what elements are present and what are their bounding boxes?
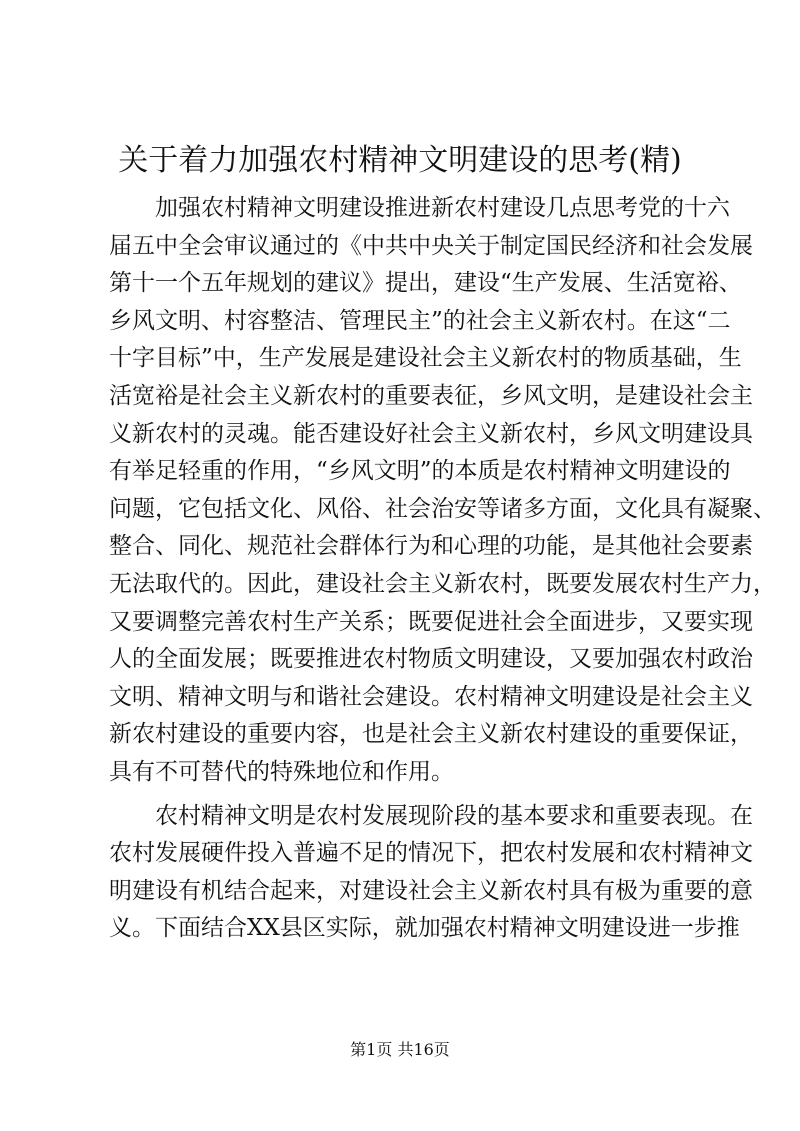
- text-line: 活宽裕是社会主义新农村的重要表征，乡风文明，是建设社会主: [109, 382, 753, 409]
- paragraph-1: [109, 190, 776, 792]
- document-body: [109, 190, 776, 948]
- text-line: 第十一个五年规划的建议》提出，建设“生产发展、生活宽裕、: [109, 270, 742, 297]
- text-line: 文明、精神文明与和谐社会建设。农村精神文明建设是社会主义: [109, 683, 753, 710]
- text-line: 整合、同化、规范社会群体行为和心理的功能，是其他社会要素: [109, 533, 753, 560]
- text-line: 义。下面结合XX县区实际，就加强农村精神文明建设进一步推: [109, 915, 740, 942]
- paragraph-2: [109, 798, 753, 948]
- text-line: 又要调整完善农村生产关系；既要促进社会全面进步，又要实现: [109, 608, 753, 635]
- text-line: 明建设有机结合起来，对建设社会主义新农村具有极为重要的意: [109, 877, 753, 904]
- text-line: 农村发展硬件投入普遍不足的情况下，把农村发展和农村精神文: [109, 840, 753, 867]
- text-line: 届五中全会审议通过的《中共中央关于制定国民经济和社会发展: [109, 232, 753, 259]
- document-title: 关于着力加强农村精神文明建设的思考(精): [118, 143, 682, 178]
- text-line: 无法取代的。因此，建设社会主义新农村，既要发展农村生产力，: [109, 570, 776, 597]
- text-line: 具有不可替代的特殊地位和作用。: [109, 758, 454, 785]
- text-line: 农村精神文明是农村发展现阶段的基本要求和重要表现。在: [109, 802, 753, 829]
- page-number-footer: 第1页 共16页: [350, 1040, 450, 1059]
- text-line: 问题，它包括文化、风俗、社会治安等诸多方面，文化具有凝聚、: [109, 495, 776, 522]
- text-line: 新农村建设的重要内容，也是社会主义新农村建设的重要保证，: [109, 721, 753, 748]
- text-line: 加强农村精神文明建设推进新农村建设几点思考党的十六: [109, 195, 730, 221]
- text-line: 有举足轻重的作用，“乡风文明”的本质是农村精神文明建设的: [109, 458, 731, 485]
- text-line: 义新农村的灵魂。能否建设好社会主义新农村，乡风文明建设具: [109, 420, 753, 447]
- text-line: 十字目标”中，生产发展是建设社会主义新农村的物质基础，生: [109, 345, 742, 372]
- text-line: 乡风文明、村容整洁、管理民主”的社会主义新农村。在这“二: [109, 307, 731, 334]
- text-line: 人的全面发展；既要推进农村物质文明建设，又要加强农村政治: [109, 646, 753, 673]
